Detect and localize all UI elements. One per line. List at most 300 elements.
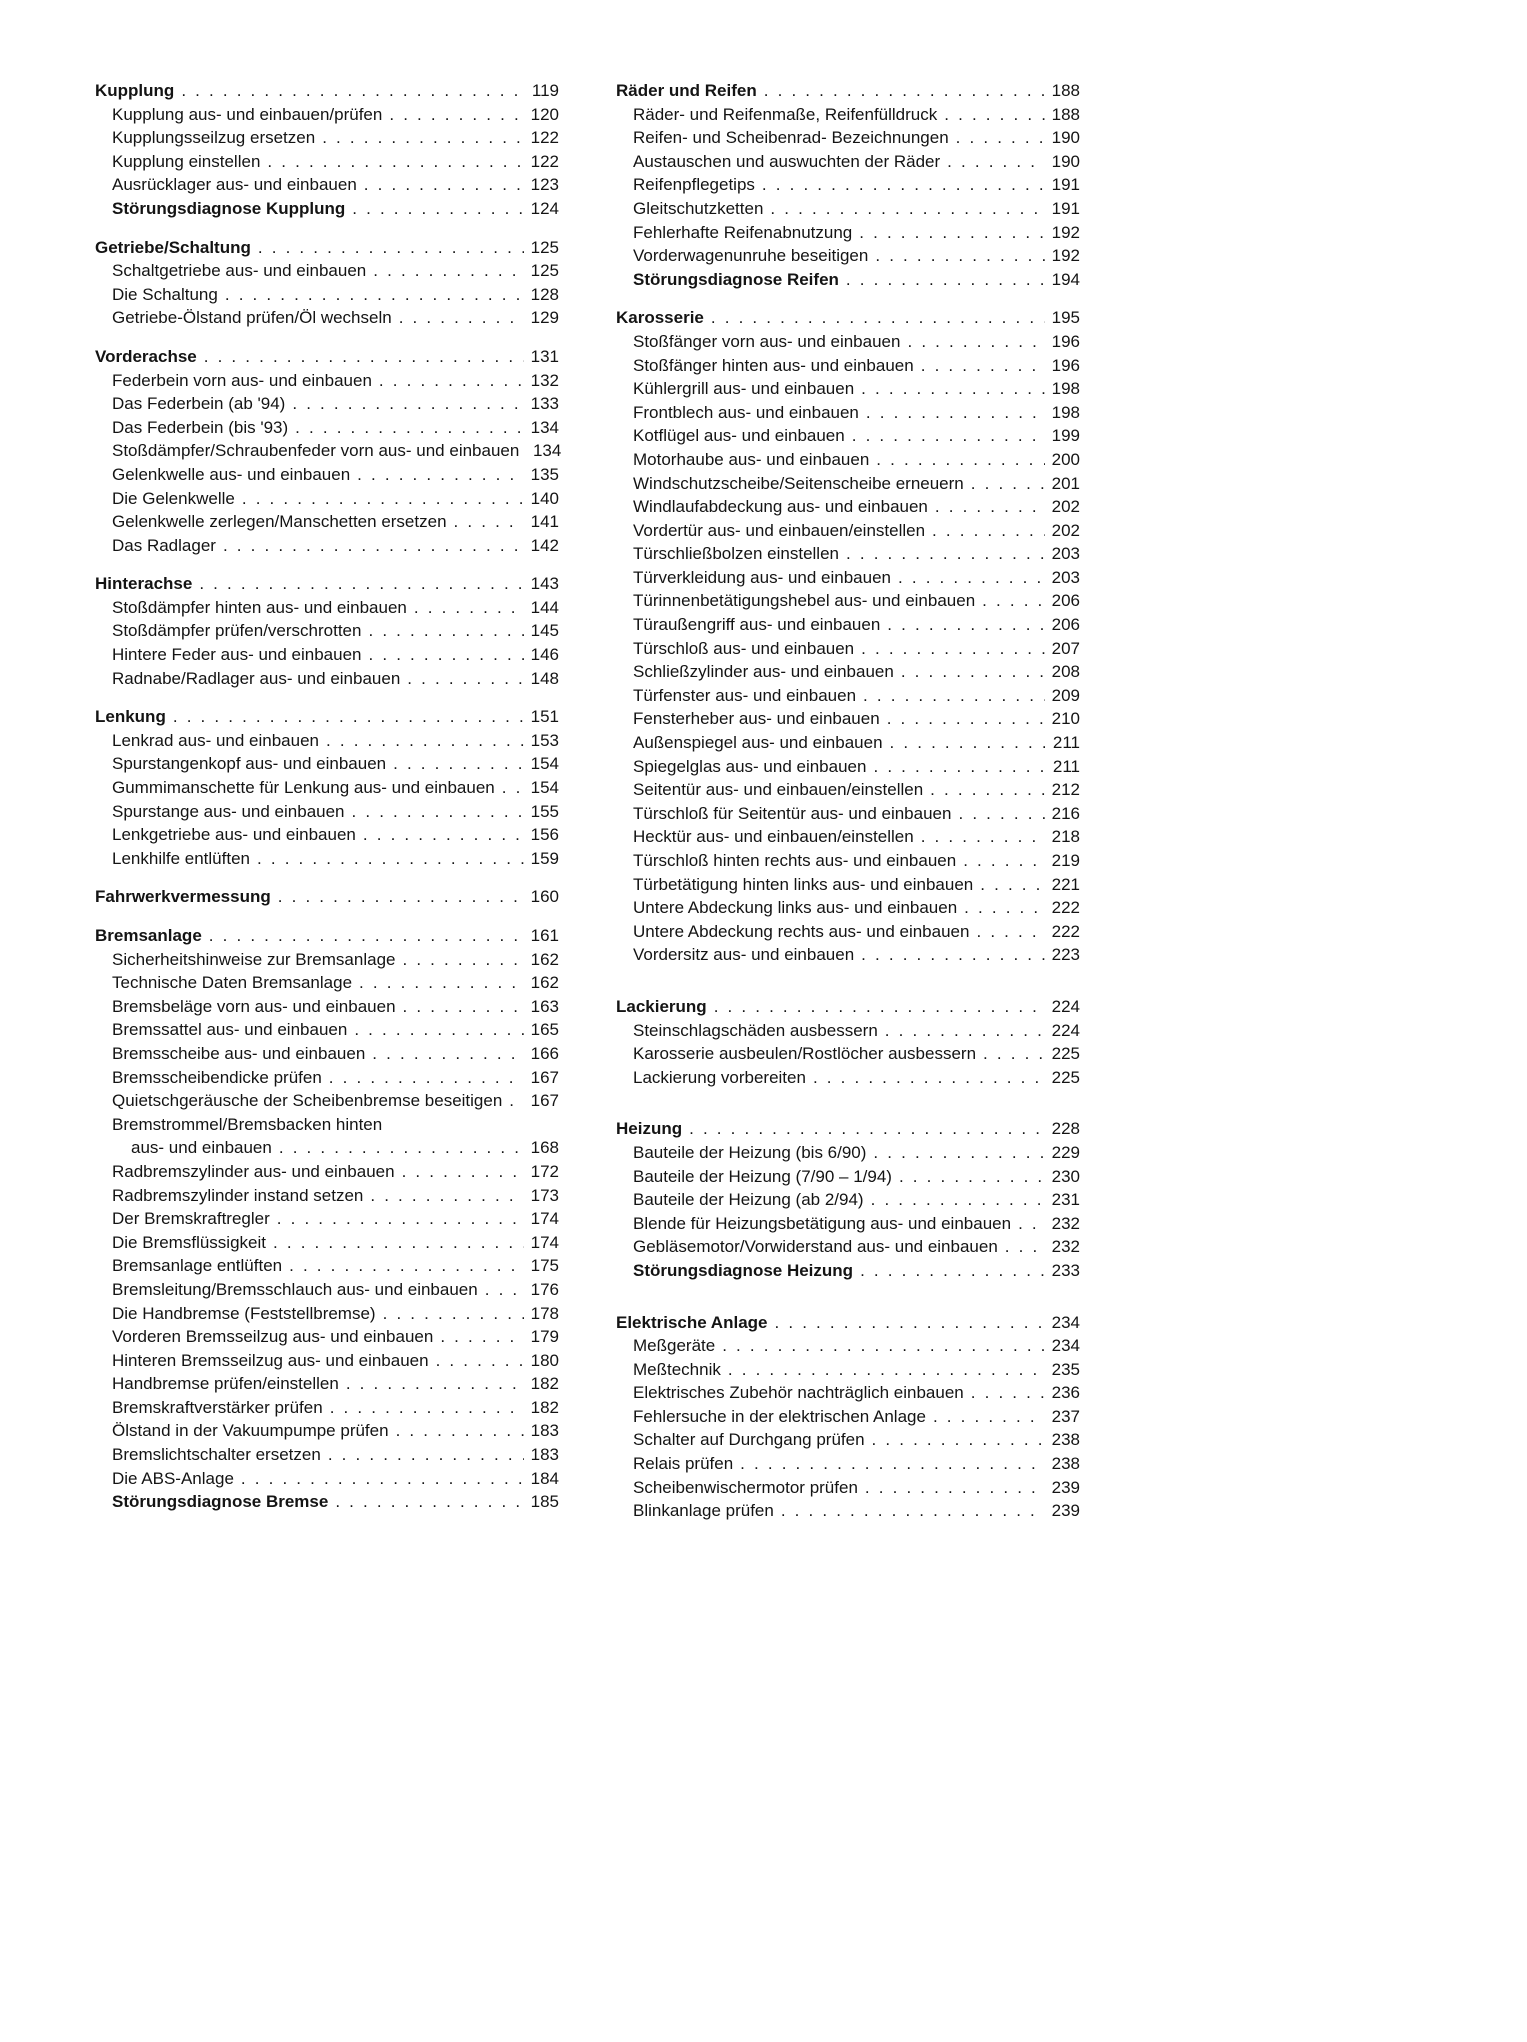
entry-label: Scheibenwischermotor prüfen <box>633 1477 858 1497</box>
toc-entry <box>616 1066 1080 1090</box>
page-number: 174 <box>530 1209 559 1229</box>
entry-label: Getriebe-Ölstand prüfen/Öl wechseln <box>112 308 392 328</box>
page-number: 224 <box>1051 1020 1080 1040</box>
page-number: 221 <box>1051 874 1080 894</box>
toc-entry <box>616 920 1080 944</box>
page-number: 216 <box>1051 803 1080 823</box>
dot-leader <box>890 731 1045 755</box>
dot-leader <box>279 1136 524 1160</box>
dot-leader <box>885 1019 1045 1043</box>
page-number: 120 <box>530 104 559 124</box>
dot-leader <box>781 1499 1045 1523</box>
page-number: 211 <box>1052 756 1080 776</box>
toc-entry <box>95 823 559 847</box>
toc-entry <box>616 566 1080 590</box>
dot-leader <box>369 643 525 667</box>
entry-label: Hinteren Bremsseilzug aus- und einbauen <box>112 1350 429 1370</box>
dot-leader <box>393 752 524 776</box>
page-number: 163 <box>530 996 559 1016</box>
entry-label: Motorhaube aus- und einbauen <box>633 449 870 469</box>
toc-entry <box>616 424 1080 448</box>
dot-leader <box>933 1405 1045 1429</box>
dot-leader <box>846 268 1045 292</box>
toc-section <box>616 79 1080 291</box>
page-number: 203 <box>1051 567 1080 587</box>
page-number: 154 <box>530 754 559 774</box>
toc-entry <box>95 1325 559 1349</box>
dot-leader <box>956 126 1045 150</box>
page-number: 201 <box>1051 473 1080 493</box>
page-number: 166 <box>530 1043 559 1063</box>
dot-leader <box>383 1302 524 1326</box>
section-title-label: Vorderachse <box>95 346 197 366</box>
entry-label: Störungsdiagnose Kupplung <box>112 198 346 218</box>
dot-leader <box>258 236 524 260</box>
dot-leader <box>372 1042 524 1066</box>
dot-leader <box>1005 1235 1045 1259</box>
toc-entry <box>616 1141 1080 1165</box>
entry-label: Bremssattel aus- und einbauen <box>112 1020 348 1040</box>
page-number: 211 <box>1052 733 1080 753</box>
dot-leader <box>689 1117 1045 1141</box>
dot-leader <box>971 472 1045 496</box>
entry-label: Türschloß hinten rechts aus- und einbauen <box>633 851 957 870</box>
entry-label: Fehlerhafte Reifenabnutzung <box>633 222 853 242</box>
dot-leader <box>714 995 1045 1019</box>
dot-leader <box>363 823 524 847</box>
page-number: 144 <box>530 597 559 617</box>
toc-entry <box>95 1396 559 1420</box>
toc-entry <box>616 495 1080 519</box>
dot-leader <box>860 1259 1045 1283</box>
entry-label: Fehlersuche in der elektrischen Anlage <box>633 1406 926 1426</box>
entry-label: Windlaufabdeckung aus- und einbauen <box>633 497 928 517</box>
toc-entry <box>95 1443 559 1467</box>
toc-entry <box>616 896 1080 920</box>
entry-label: Bremslichtschalter ersetzen <box>112 1445 321 1465</box>
toc-entry <box>616 637 1080 661</box>
toc-entry <box>95 487 559 511</box>
entry-label: Stoßfänger vorn aus- und einbauen <box>633 331 901 351</box>
entry-label: Stoßdämpfer prüfen/verschrotten <box>112 621 362 641</box>
toc-entry <box>95 510 559 534</box>
entry-label: Elektrisches Zubehör nachträglich einbauen <box>633 1383 964 1403</box>
dot-leader <box>770 197 1045 221</box>
dot-leader <box>330 1396 524 1420</box>
page-number: 184 <box>530 1468 559 1488</box>
entry-label: Vorderen Bremsseilzug aus- und einbauen <box>112 1327 434 1347</box>
dot-leader <box>273 1231 524 1255</box>
page-number: 223 <box>1051 945 1080 965</box>
page-number: 222 <box>1051 921 1080 941</box>
toc-entry <box>616 1452 1080 1476</box>
dot-leader <box>399 306 524 330</box>
dot-leader <box>322 126 524 150</box>
dot-leader <box>295 416 524 440</box>
entry-label: Bremstrommel/Bremsbacken hinten <box>112 1114 383 1134</box>
dot-leader <box>223 534 524 558</box>
toc-entry <box>616 1476 1080 1500</box>
entry-label: Türverkleidung aus- und einbauen <box>633 567 892 587</box>
dot-leader <box>728 1358 1045 1382</box>
page-number: 192 <box>1051 246 1080 266</box>
page-number: 230 <box>1051 1166 1080 1186</box>
toc-entry <box>95 369 559 393</box>
dot-leader <box>873 755 1045 779</box>
entry-label: Das Radlager <box>112 535 216 555</box>
entry-label: Relais prüfen <box>633 1454 734 1474</box>
entry-label: Türbetätigung hinten links aus- und einbauen <box>633 874 974 894</box>
page-number: 145 <box>530 621 559 641</box>
entry-label: Vordersitz aus- und einbauen <box>633 945 855 965</box>
toc-entry <box>616 589 1080 613</box>
entry-label: Austauschen und auswuchten der Räder <box>633 151 941 171</box>
page-number: 133 <box>530 394 559 414</box>
toc-entry <box>616 1358 1080 1382</box>
dot-leader <box>764 79 1045 103</box>
toc-entry <box>95 971 559 995</box>
entry-label: Türinnenbetätigungshebel aus- und einbauen <box>633 591 976 611</box>
toc-entry <box>616 1042 1080 1066</box>
dot-leader <box>1018 1212 1045 1236</box>
entry-label: Blende für Heizungsbetätigung aus- und einbauen <box>633 1213 1012 1233</box>
page-number: 168 <box>530 1138 559 1158</box>
page-number: 202 <box>1051 520 1080 540</box>
page-number: 146 <box>530 645 559 665</box>
toc-entry <box>616 448 1080 472</box>
toc-section-title <box>616 1311 1080 1335</box>
dot-leader <box>901 660 1045 684</box>
dot-leader <box>357 463 524 487</box>
dot-leader <box>440 1325 524 1349</box>
toc-entry <box>95 729 559 753</box>
toc-entry <box>616 1235 1080 1259</box>
toc-entry <box>95 126 559 150</box>
dot-leader <box>813 1066 1045 1090</box>
toc-entry <box>95 1184 559 1208</box>
dot-leader <box>846 542 1045 566</box>
dot-leader <box>352 800 524 824</box>
toc-entry <box>95 1302 559 1326</box>
dot-leader <box>865 1476 1045 1500</box>
entry-label: Bremsscheibendicke prüfen <box>112 1067 322 1087</box>
toc-section-title <box>616 995 1080 1019</box>
dot-leader <box>278 885 524 909</box>
toc-entry <box>616 519 1080 543</box>
entry-label: Bremsleitung/Bremsschlauch aus- und einbauen <box>112 1279 478 1299</box>
entry-label: Schaltgetriebe aus- und einbauen <box>112 261 367 281</box>
dot-leader <box>875 244 1045 268</box>
toc-entry <box>95 667 559 691</box>
dot-leader <box>292 392 524 416</box>
toc-entry <box>95 643 559 667</box>
dot-leader <box>921 354 1045 378</box>
toc-entry <box>616 873 1080 897</box>
page-number: 191 <box>1051 175 1080 195</box>
dot-leader <box>982 589 1045 613</box>
page-number: 196 <box>1051 331 1080 351</box>
toc-entry <box>95 1231 559 1255</box>
dot-leader <box>722 1334 1045 1358</box>
dot-leader <box>861 637 1045 661</box>
entry-label: Die Gelenkwelle <box>112 488 235 508</box>
entry-label: Meßgeräte <box>633 1336 716 1356</box>
toc-entry <box>616 1405 1080 1429</box>
dot-leader <box>876 448 1045 472</box>
page-number: 160 <box>530 887 559 907</box>
toc-entry <box>95 197 559 221</box>
toc-section-title <box>95 705 559 729</box>
page-number: 194 <box>1051 269 1080 289</box>
page-number: 196 <box>1051 355 1080 375</box>
page-number: 224 <box>1051 996 1080 1016</box>
entry-label: Schalter auf Durchgang prüfen <box>633 1430 865 1450</box>
page-number: 162 <box>530 973 559 993</box>
toc-section <box>95 572 559 690</box>
toc-entry <box>95 259 559 283</box>
entry-label: Blinkanlage prüfen <box>633 1501 774 1521</box>
page-number: 176 <box>530 1279 559 1299</box>
entry-label: Der Bremskraftregler <box>112 1209 270 1229</box>
page-number: 188 <box>1051 81 1080 100</box>
dot-leader <box>289 1254 524 1278</box>
entry-label: Steinschlagschäden ausbessern <box>633 1020 878 1040</box>
page-number: 207 <box>1051 638 1080 658</box>
page-number: 125 <box>530 261 559 281</box>
entry-label: Radbremszylinder instand setzen <box>112 1185 364 1205</box>
dot-leader <box>976 920 1045 944</box>
toc-section <box>95 236 559 330</box>
entry-label: Stoßdämpfer/Schraubenfeder vorn aus- und einbauen <box>112 441 520 461</box>
toc-entry <box>616 707 1080 731</box>
entry-label: Quietschgeräusche der Scheibenbremse beseitigen <box>112 1091 503 1111</box>
toc-entry <box>95 752 559 776</box>
dot-leader <box>181 79 524 103</box>
page-number: 175 <box>530 1256 559 1276</box>
page-number: 151 <box>530 707 559 727</box>
toc-entry <box>616 1428 1080 1452</box>
dot-leader <box>930 778 1045 802</box>
toc-entry <box>95 534 559 558</box>
page-number: 131 <box>530 346 559 366</box>
entry-label: Türaußengriff aus- und einbauen <box>633 615 881 635</box>
dot-leader <box>861 943 1045 967</box>
toc-entry <box>616 1381 1080 1405</box>
entry-label: Spurstange aus- und einbauen <box>112 801 345 821</box>
toc-entry <box>95 416 559 440</box>
entry-label: Gelenkwelle aus- und einbauen <box>112 464 351 484</box>
dot-leader <box>907 330 1045 354</box>
dot-leader <box>964 896 1045 920</box>
page-number: 234 <box>1051 1312 1080 1332</box>
toc-entry <box>95 1467 559 1491</box>
page-number: 206 <box>1051 591 1080 611</box>
toc-entry <box>95 1349 559 1373</box>
entry-label: Gummimanschette für Lenkung aus- und einbauen <box>112 778 495 798</box>
toc-section <box>95 885 559 909</box>
dot-leader <box>502 776 524 800</box>
toc-entry <box>95 283 559 307</box>
page-number: 135 <box>530 464 559 484</box>
toc-section <box>616 1311 1080 1523</box>
toc-entry <box>616 1499 1080 1523</box>
section-title-label: Lenkung <box>95 707 166 727</box>
entry-label: Ölstand in der Vakuumpumpe prüfen <box>112 1421 389 1441</box>
dot-leader <box>852 424 1045 448</box>
dot-leader <box>242 487 524 511</box>
page-number: 190 <box>1051 128 1080 148</box>
dot-leader <box>209 924 524 948</box>
page-number: 154 <box>530 778 559 798</box>
page-number: 122 <box>530 128 559 148</box>
toc-entry <box>95 1136 559 1160</box>
dot-leader <box>921 825 1045 849</box>
entry-label: Karosserie ausbeulen/Rostlöcher ausbessern <box>633 1044 977 1064</box>
entry-label: Meßtechnik <box>633 1359 721 1379</box>
dot-leader <box>379 369 524 393</box>
toc-entry <box>95 619 559 643</box>
toc-section <box>95 79 559 221</box>
entry-label: Spiegelglas aus- und einbauen <box>633 756 867 776</box>
dot-leader <box>740 1452 1045 1476</box>
toc-entry <box>95 1042 559 1066</box>
entry-label: Räder- und Reifenmaße, Reifenfülldruck <box>633 104 938 124</box>
page-number: 198 <box>1051 379 1080 399</box>
toc-entry <box>616 802 1080 826</box>
page-number: 203 <box>1051 544 1080 564</box>
toc-column <box>95 79 562 1523</box>
toc-entry <box>616 849 1080 873</box>
dot-leader <box>346 1372 524 1396</box>
page-number: 182 <box>530 1397 559 1417</box>
dot-leader <box>963 849 1045 873</box>
entry-label: Bauteile der Heizung (ab 2/94) <box>633 1190 864 1210</box>
toc-entry <box>95 596 559 620</box>
toc-section-title <box>616 306 1080 330</box>
toc-entry <box>616 1334 1080 1358</box>
entry-label: Kupplung einstellen <box>112 151 261 171</box>
page-number: 129 <box>530 308 559 328</box>
entry-label: Störungsdiagnose Reifen <box>633 269 839 289</box>
dot-leader <box>762 173 1045 197</box>
dot-leader <box>225 283 524 307</box>
dot-leader <box>983 1042 1045 1066</box>
page-number: 122 <box>530 151 559 171</box>
entry-label: Federbein vorn aus- und einbauen <box>112 370 372 390</box>
page-number: 132 <box>530 370 559 390</box>
page-number: 232 <box>1051 1237 1080 1257</box>
entry-label: Schließzylinder aus- und einbauen <box>633 662 894 682</box>
page-number: 200 <box>1051 449 1080 469</box>
toc-entry <box>616 197 1080 221</box>
dot-leader <box>199 572 524 596</box>
page-number: 173 <box>530 1185 559 1205</box>
page-number: 234 <box>1051 1336 1080 1356</box>
entry-label: Vordertür aus- und einbauen/einstellen <box>633 520 926 540</box>
toc-entry <box>616 825 1080 849</box>
entry-label: Handbremse prüfen/einstellen <box>112 1374 339 1394</box>
dot-leader <box>873 1141 1045 1165</box>
toc-entry <box>95 847 559 871</box>
toc-section-title <box>95 572 559 596</box>
dot-leader <box>944 103 1045 127</box>
dot-leader <box>403 995 524 1019</box>
entry-label: Frontblech aus- und einbauen <box>633 402 859 422</box>
dot-leader <box>352 197 524 221</box>
page-number: 141 <box>530 512 559 532</box>
dot-leader <box>935 495 1045 519</box>
entry-label: Kupplungsseilzug ersetzen <box>112 128 316 148</box>
dot-leader <box>370 1184 524 1208</box>
entry-label: Seitentür aus- und einbauen/einstellen <box>633 780 924 800</box>
dot-leader <box>932 519 1045 543</box>
page-number: 161 <box>530 926 559 945</box>
section-title-label: Heizung <box>616 1119 683 1139</box>
entry-label: Die Bremsflüssigkeit <box>112 1232 266 1252</box>
dot-leader <box>899 1165 1045 1189</box>
page-number: 180 <box>530 1350 559 1370</box>
dot-leader <box>414 596 524 620</box>
entry-label: Lenkrad aus- und einbauen <box>112 730 319 750</box>
entry-label: Stoßdämpfer hinten aus- und einbauen <box>112 597 407 617</box>
dot-leader <box>204 345 524 369</box>
dot-leader <box>396 1419 524 1443</box>
page-number: 229 <box>1051 1142 1080 1162</box>
dot-leader <box>711 306 1045 330</box>
page-number: 183 <box>530 1421 559 1441</box>
toc-section-title <box>616 1117 1080 1141</box>
page-number: 182 <box>530 1374 559 1394</box>
toc-entry <box>95 1419 559 1443</box>
page-number: 167 <box>530 1091 559 1111</box>
dot-leader <box>335 1490 524 1514</box>
toc-entry <box>616 401 1080 425</box>
entry-label: Hecktür aus- und einbauen/einstellen <box>633 827 914 847</box>
entry-label: Radbremszylinder aus- und einbauen <box>112 1161 395 1181</box>
toc-entry <box>95 776 559 800</box>
page-number: 212 <box>1051 780 1080 800</box>
toc-section-title <box>95 236 559 260</box>
page-number: 119 <box>531 81 559 100</box>
dot-leader <box>859 221 1045 245</box>
page-number: 185 <box>530 1492 559 1512</box>
entry-label: Bremsscheibe aus- und einbauen <box>112 1043 366 1063</box>
dot-leader <box>277 1207 524 1231</box>
entry-label: Kühlergrill aus- und einbauen <box>633 379 855 399</box>
entry-label: Reifen- und Scheibenrad- Bezeichnungen <box>633 128 949 148</box>
page-number: 162 <box>530 949 559 969</box>
dot-leader <box>328 1443 524 1467</box>
entry-label: Türschloß aus- und einbauen <box>633 638 855 658</box>
table-of-contents <box>95 79 1080 1523</box>
toc-entry <box>95 1160 559 1184</box>
entry-label: Bauteile der Heizung (bis 6/90) <box>633 1142 867 1162</box>
page-number: 218 <box>1051 827 1080 847</box>
entry-label: Lenkhilfe entlüften <box>112 848 250 868</box>
page-number: 222 <box>1051 898 1080 918</box>
toc-entry <box>95 1278 559 1302</box>
toc-section <box>616 1117 1080 1282</box>
dot-leader <box>257 847 524 871</box>
page-number: 159 <box>530 848 559 868</box>
entry-label: Ausrücklager aus- und einbauen <box>112 175 357 195</box>
dot-leader <box>509 1089 524 1113</box>
dot-leader <box>887 613 1045 637</box>
toc-entry <box>616 731 1080 755</box>
toc-entry <box>616 1259 1080 1283</box>
dot-leader <box>402 1160 524 1184</box>
page-number: 195 <box>1051 308 1080 328</box>
